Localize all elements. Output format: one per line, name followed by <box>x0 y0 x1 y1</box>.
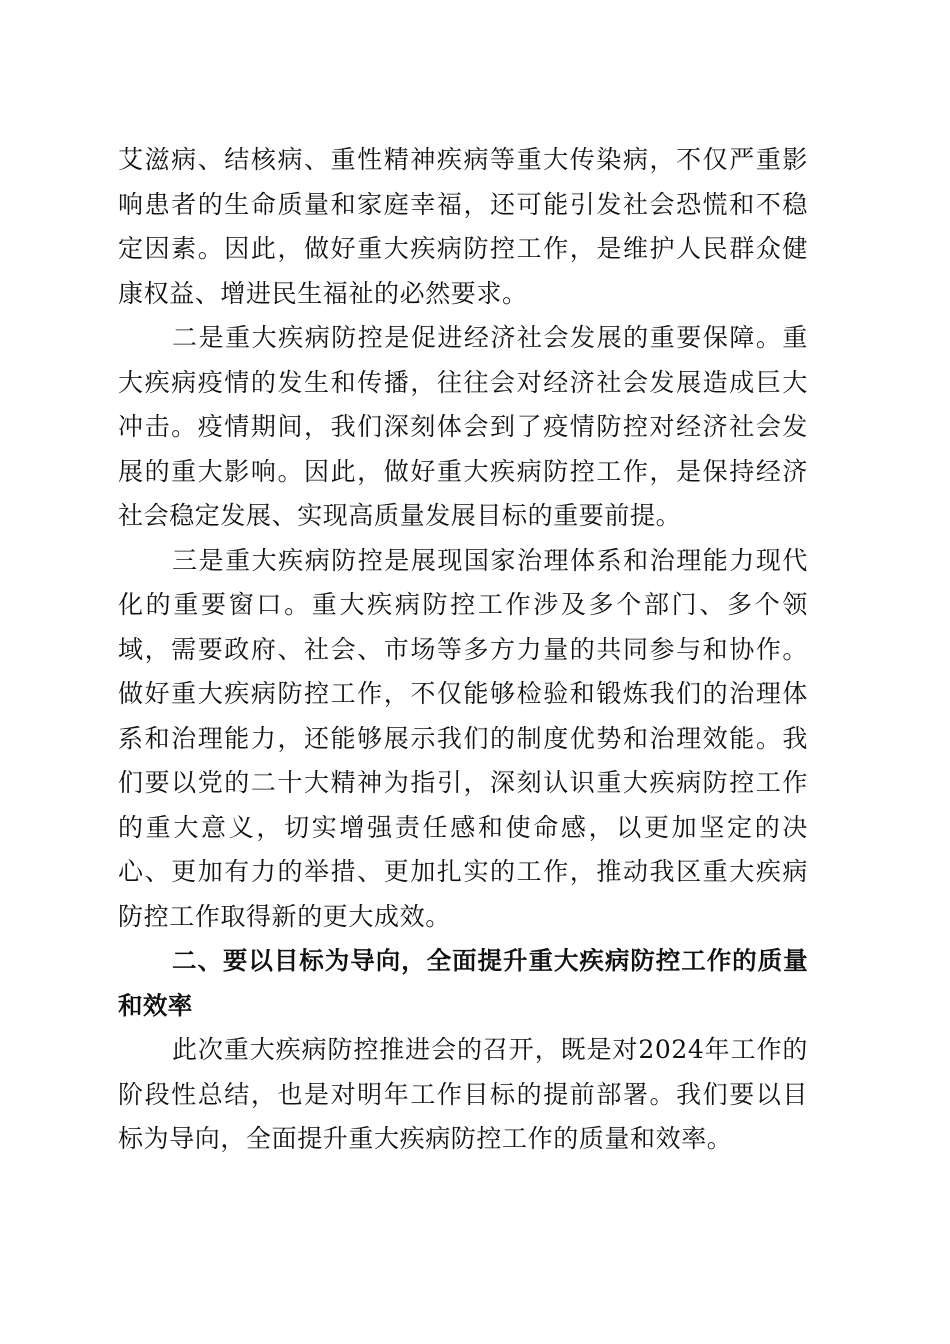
paragraph-point-three: 三是重大疾病防控是展现国家治理体系和治理能力现代化的重要窗口。重大疾病防控工作涉及多个部门、多个领域，需要政府、社会、市场等多方力量的共同参与和协作。做好重大疾病防控工作，不仅能够检验和锻炼我们的治理体系和治理能力，还能够展示我们的制度优势和治理效能。我们要以党的二十大精神为指引，深刻认识重大疾病防控工作的重大意义，切实增强责任感和使命感，以更加坚定的决心、更加有力的举措、更加扎实的工作，推动我区重大疾病防控工作取得新的更大成效。 <box>118 545 808 931</box>
paragraph-point-two: 二是重大疾病防控是促进经济社会发展的重要保障。重大疾病疫情的发生和传播，往往会对经济社会发展造成巨大冲击。疫情期间，我们深刻体会到了疫情防控对经济社会发展的重大影响。因此，做好重大疾病防控工作，是保持经济社会稳定发展、实现高质量发展目标的重要前提。 <box>118 323 808 530</box>
paragraph-closing: 此次重大疾病防控推进会的召开，既是对2024年工作的阶段性总结，也是对明年工作目标的提前部署。我们要以目标为导向，全面提升重大疾病防控工作的质量和效率。 <box>118 1035 808 1153</box>
document-body <box>118 138 808 1162</box>
section-heading: 二、要以目标为导向，全面提升重大疾病防控工作的质量和效率 <box>118 946 808 1020</box>
paragraph-continued: 艾滋病、结核病、重性精神疾病等重大传染病，不仅严重影响患者的生命质量和家庭幸福，还可能引发社会恐慌和不稳定因素。因此，做好重大疾病防控工作，是维护人民群众健康权益、增进民生福祉的必然要求。 <box>118 145 808 308</box>
